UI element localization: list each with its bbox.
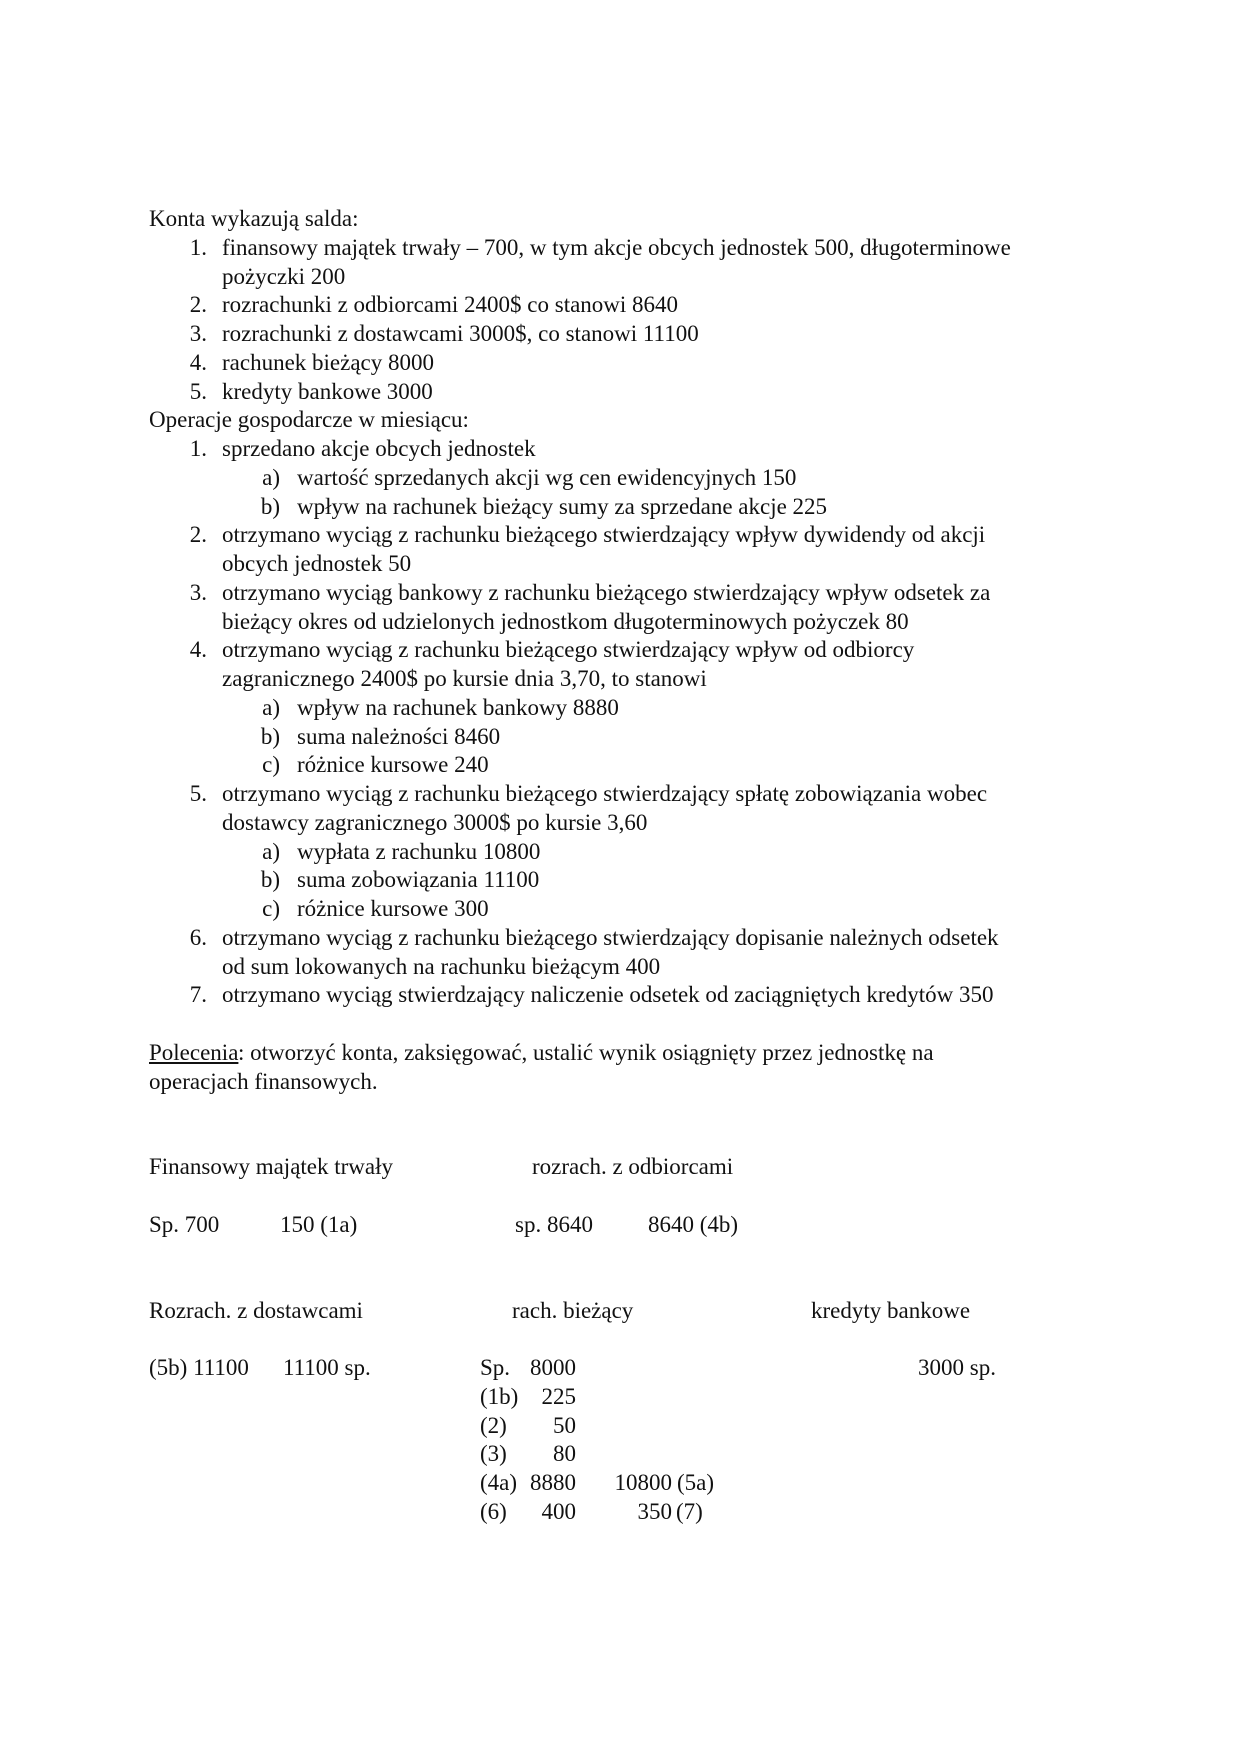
operation-item: otrzymano wyciąg stwierdzający naliczenie odsetek od zaciągniętych kredytów 350 [222,982,994,1008]
account-debit-ref: (6) [480,1498,507,1524]
operation-subitem: suma należności 8460 [297,723,501,749]
sub-letter: b) [260,493,280,519]
operation-item: zagranicznego 2400$ po kursie dnia 3,70, to stanowi [222,666,707,691]
sub-letter: b) [260,723,280,749]
operation-item: od sum lokowanych na rachunku bieżącym 400 [222,953,661,979]
operation-item: otrzymano wyciąg z rachunku bieżącego stwierdzający wpływ od odbiorcy [222,637,915,663]
operation-subitem: wypłata z rachunku 10800 [297,838,541,864]
balance-item: finansowy majątek trwały – 700, w tym akcje obcych jednostek 500, długoterminowe [222,234,1011,260]
list-number: 1. [189,234,207,260]
account-title: kredyty bankowe [811,1298,971,1323]
account-debit-entry: sp. 8640 [515,1212,593,1237]
operations-heading: Operacje gospodarcze w miesiącu: [149,407,469,433]
list-number: 2. [189,292,207,318]
task-label: Polecenia [149,1039,239,1065]
sub-letter: b) [260,867,280,893]
list-number: 5. [189,378,207,404]
account-title: Rozrach. z dostawcami [149,1298,363,1323]
account-debit-value: 8880 [530,1470,576,1495]
account-debit-value: 8000 [530,1355,576,1380]
list-number: 4. [189,349,207,375]
account-credit-entry: 8640 (4b) [648,1212,739,1237]
account-debit-ref: (4a) [480,1470,518,1495]
sub-letter: c) [262,896,280,921]
list-number: 4. [189,637,207,663]
operation-item: otrzymano wyciąg z rachunku bieżącego stwierdzający wpływ dywidendy od akcji [222,522,986,548]
account-title: Finansowy majątek trwały [149,1154,394,1179]
sub-letter: c) [262,752,280,778]
account-debit-ref: Sp. [480,1355,511,1380]
operation-subitem: różnice kursowe 240 [297,752,489,778]
account-debit-value: 50 [553,1412,576,1438]
balance-item: rachunek bieżący 8000 [222,349,435,375]
balance-item: pożyczki 200 [222,263,346,289]
operation-item: bieżący okres od udzielonych jednostkom długoterminowych pożyczek 80 [222,608,909,634]
account-credit-ref: (5a) [677,1470,715,1495]
account-credit-value: 350 [637,1498,672,1524]
sub-letter: a) [262,464,280,490]
account-credit-value: 10800 [614,1470,672,1495]
account-debit-ref: (1b) [480,1383,519,1409]
operation-subitem: wartość sprzedanych akcji wg cen ewidencyjnych 150 [297,464,797,490]
operation-item: otrzymano wyciąg z rachunku bieżącego stwierdzający spłatę zobowiązania wobec [222,781,988,806]
account-credit-ref: (7) [676,1498,703,1524]
account-debit-entry: (5b) 11100 [149,1355,249,1380]
account-debit-ref: (3) [480,1441,507,1467]
account-debit-value: 225 [541,1383,576,1409]
operation-item: otrzymano wyciąg bankowy z rachunku bieżącego stwierdzający wpływ odsetek za [222,579,991,605]
balance-item: rozrachunki z odbiorcami 2400$ co stanowi 8640 [222,292,679,318]
operation-item: sprzedano akcje obcych jednostek [222,436,536,461]
operation-item: dostawcy zagranicznego 3000$ po kursie 3,60 [222,809,648,835]
account-debit-value: 400 [541,1498,576,1524]
operation-item: obcych jednostek 50 [222,551,412,576]
account-credit-entry: 11100 sp. [283,1355,371,1380]
operation-subitem: suma zobowiązania 11100 [297,867,540,893]
list-number: 7. [189,982,207,1008]
operation-item: otrzymano wyciąg z rachunku bieżącego stwierdzający dopisanie należnych odsetek [222,924,999,950]
sub-letter: a) [262,838,280,864]
list-number: 1. [189,436,207,461]
list-number: 3. [189,321,207,346]
balance-item: rozrachunki z dostawcami 3000$, co stanowi 11100 [222,321,699,346]
account-debit-value: 80 [553,1441,576,1467]
list-number: 6. [189,924,207,950]
account-title: rozrach. z odbiorcami [532,1154,734,1179]
account-credit-entry: 3000 sp. [918,1355,996,1380]
account-debit-entry: Sp. 700 [149,1212,220,1237]
list-number: 2. [189,522,207,548]
task-text: : otworzyć konta, zaksięgować, ustalić wynik osiągnięty przez jednostkę na [238,1039,934,1065]
sub-letter: a) [262,694,280,720]
account-title: rach. bieżący [512,1298,634,1323]
account-credit-entry: 150 (1a) [280,1212,358,1237]
task-text: operacjach finansowych. [149,1068,378,1094]
operation-subitem: różnice kursowe 300 [297,896,489,921]
account-debit-ref: (2) [480,1412,507,1438]
list-number: 3. [189,579,207,605]
intro-heading: Konta wykazują salda: [149,206,359,231]
operation-subitem: wpływ na rachunek bieżący sumy za sprzedane akcje 225 [297,493,828,519]
balance-item: kredyty bankowe 3000 [222,378,433,404]
list-number: 5. [189,781,207,806]
operation-subitem: wpływ na rachunek bankowy 8880 [297,694,619,720]
